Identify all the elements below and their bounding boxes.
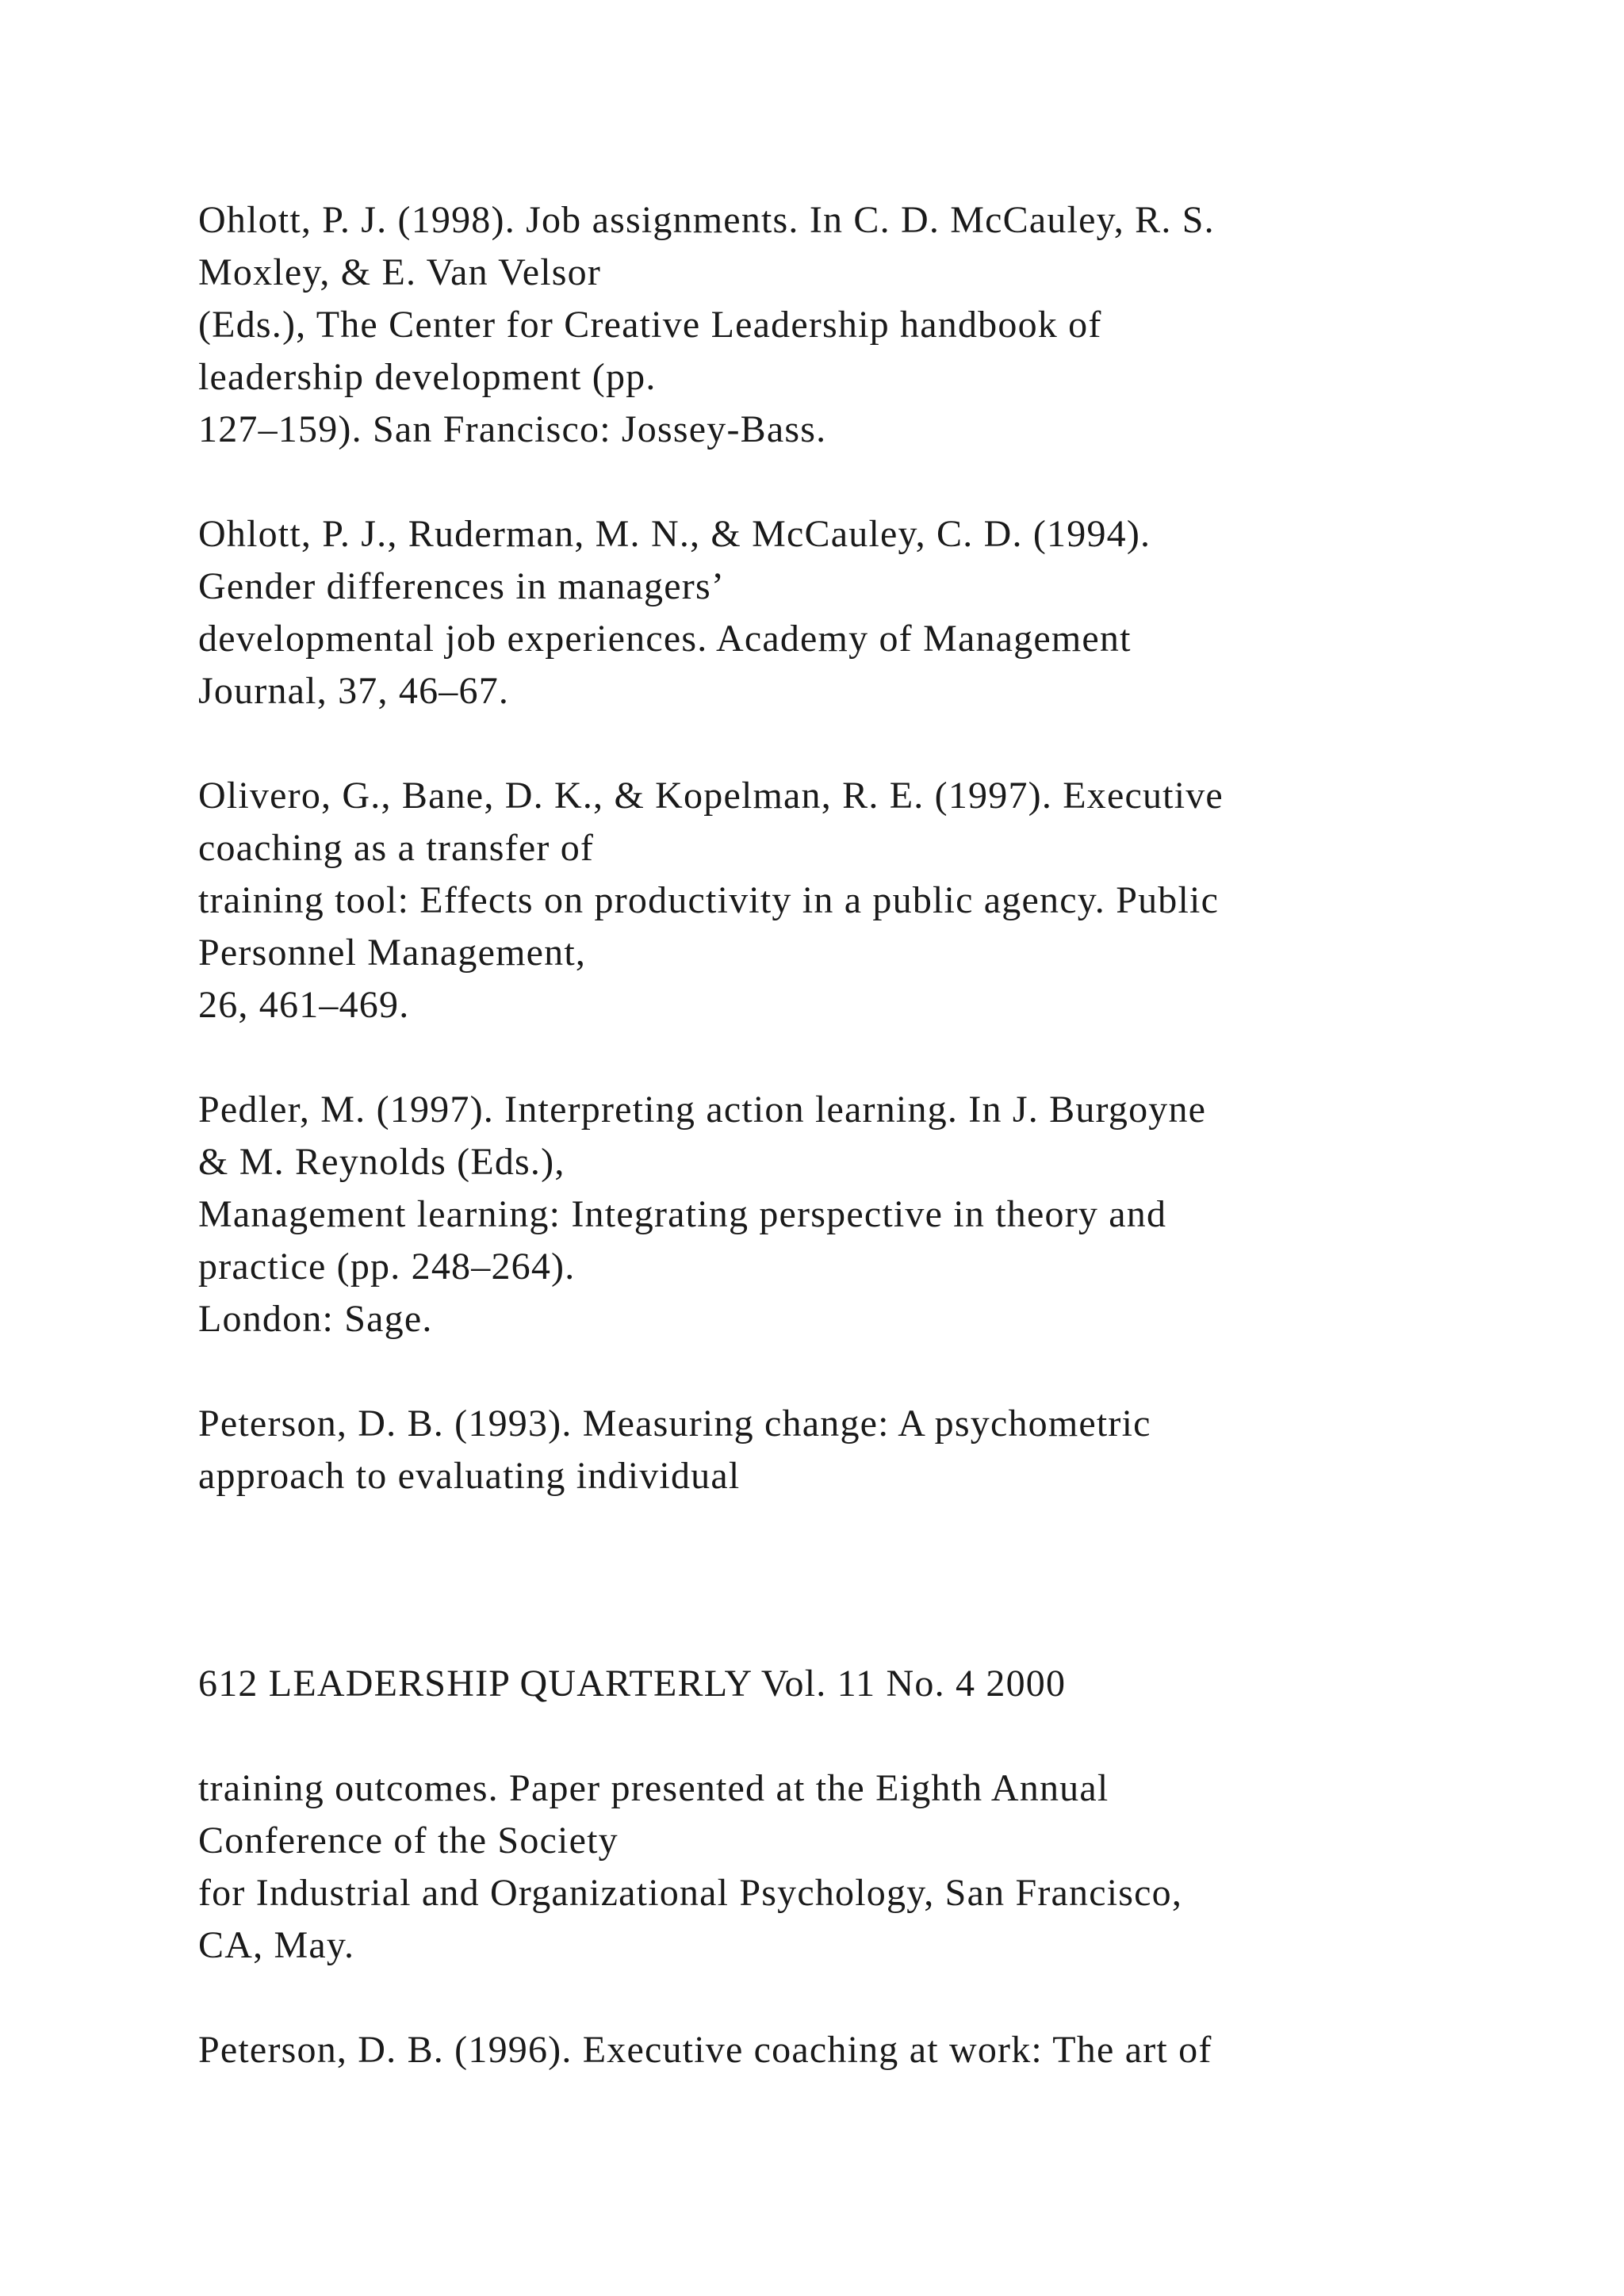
reference-line: Management learning: Integrating perspective in theory and — [198, 1193, 1167, 1235]
page-header: 612 LEADERSHIP QUARTERLY Vol. 11 No. 4 2000 — [198, 1663, 1067, 1705]
reference-line: London: Sage. — [198, 1298, 433, 1340]
reference-line: Ohlott, P. J. (1998). Job assignments. In C. D. McCauley, R. S. — [198, 199, 1215, 241]
reference-line: coaching as a transfer of — [198, 827, 595, 869]
reference-line: training outcomes. Paper presented at the Eighth Annual — [198, 1767, 1109, 1809]
reference-line: practice (pp. 248–264). — [198, 1246, 576, 1288]
reference-line: Journal, 37, 46–67. — [198, 670, 510, 712]
reference-line: Olivero, G., Bane, D. K., & Kopelman, R. E. (1997). Executive — [198, 775, 1224, 817]
reference-olivero-1997 — [198, 770, 1546, 1031]
reference-line: Gender differences in managers’ — [198, 565, 726, 607]
reference-line: Moxley, & E. Van Velsor — [198, 251, 602, 293]
reference-line: (Eds.), The Center for Creative Leadership handbook of — [198, 304, 1102, 346]
reference-peterson-1993 — [198, 1398, 1546, 1502]
reference-line: CA, May. — [198, 1924, 355, 1966]
reference-peterson-1996 — [198, 2024, 1546, 2076]
reference-peterson-1993-continued — [198, 1762, 1546, 1972]
reference-line: 127–159). San Francisco: Jossey-Bass. — [198, 408, 827, 450]
reference-pedler-1997 — [198, 1084, 1546, 1345]
reference-line: training tool: Effects on productivity in a public agency. Public — [198, 879, 1220, 921]
reference-line: developmental job experiences. Academy of Management — [198, 618, 1132, 660]
reference-ohlott-1998 — [198, 194, 1546, 456]
reference-line: & M. Reynolds (Eds.), — [198, 1141, 565, 1183]
reference-line: Personnel Management, — [198, 932, 587, 974]
reference-line: Ohlott, P. J., Ruderman, M. N., & McCauley, C. D. (1994). — [198, 513, 1151, 555]
reference-line: approach to evaluating individual — [198, 1455, 741, 1497]
reference-line: 26, 461–469. — [198, 984, 410, 1026]
reference-line: Pedler, M. (1997). Interpreting action learning. In J. Burgoyne — [198, 1089, 1207, 1131]
reference-line: leadership development (pp. — [198, 356, 657, 398]
reference-ohlott-1994 — [198, 508, 1546, 718]
reference-line: Peterson, D. B. (1993). Measuring change: A psychometric — [198, 1402, 1151, 1445]
reference-line: Conference of the Society — [198, 1820, 619, 1862]
reference-line: Peterson, D. B. (1996). Executive coaching at work: The art of — [198, 2029, 1212, 2071]
reference-line: for Industrial and Organizational Psychology, San Francisco, — [198, 1872, 1183, 1914]
